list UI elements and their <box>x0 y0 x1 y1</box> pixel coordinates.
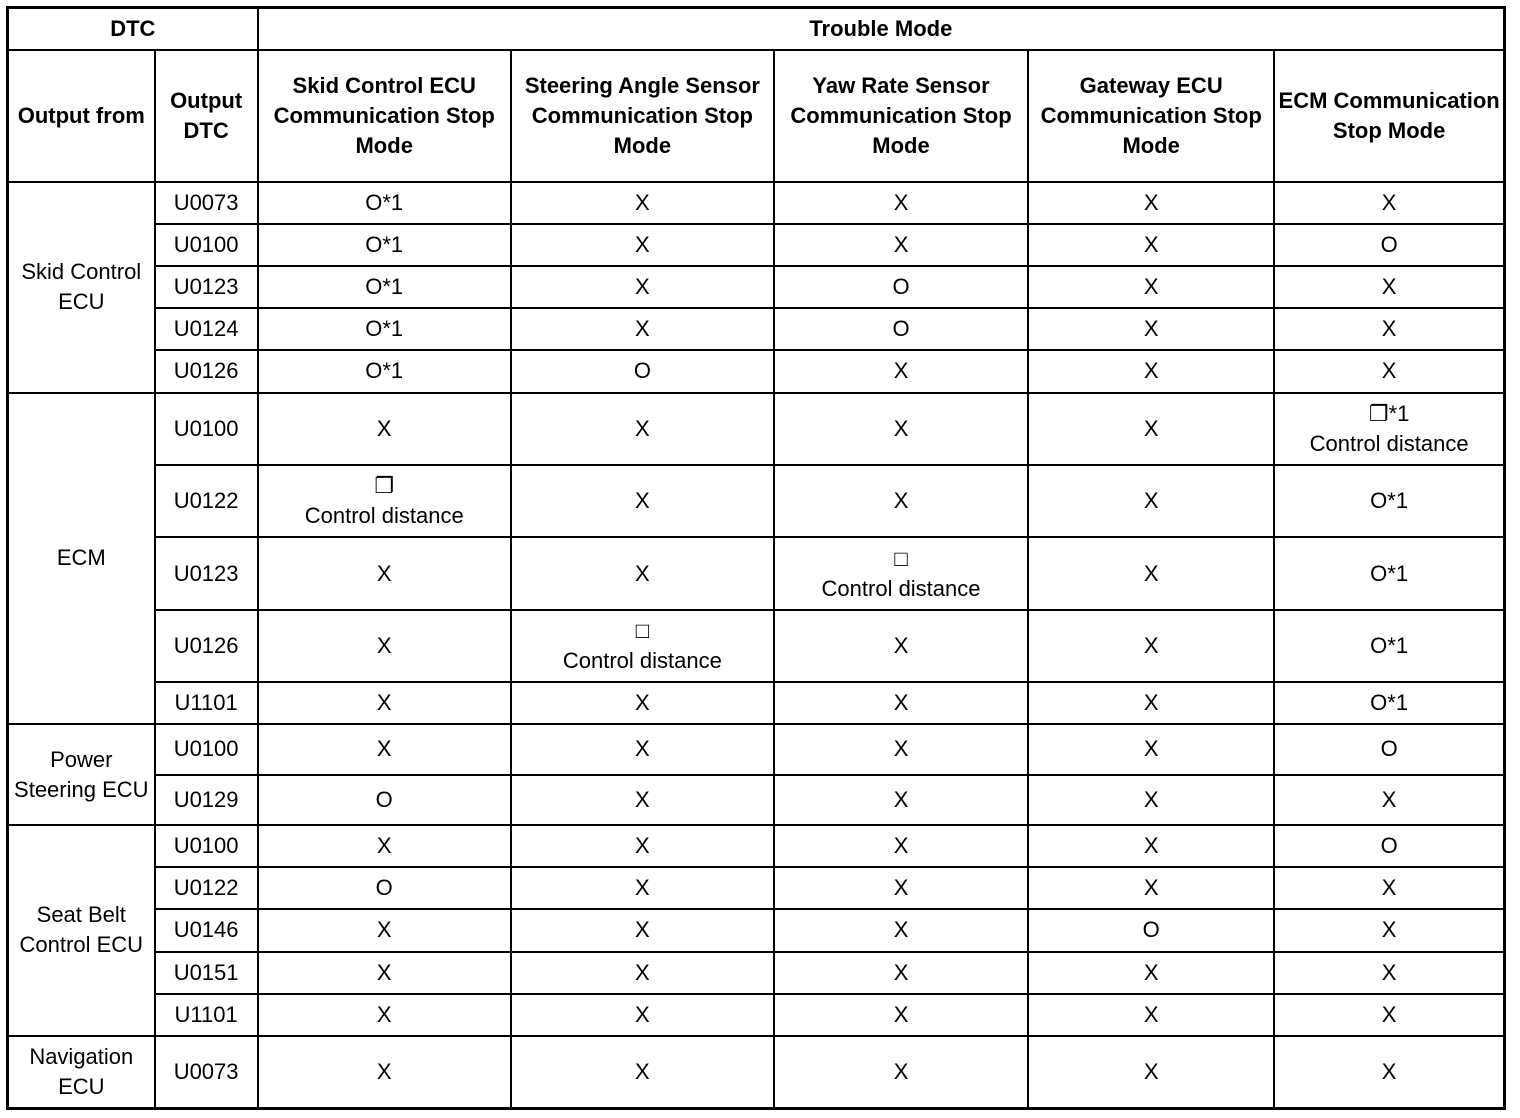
output-dtc-cell: U0129 <box>155 775 258 825</box>
header-output-dtc: Output DTC <box>155 50 258 182</box>
dtc-trouble-mode-table <box>6 6 1506 1110</box>
trouble-mode-cell <box>511 610 774 682</box>
cell-text: X <box>1381 1001 1397 1027</box>
cell-text: X <box>893 1058 909 1084</box>
trouble-mode-cell <box>1274 350 1504 392</box>
output-dtc-cell: U0124 <box>155 308 258 350</box>
table-row <box>8 909 1505 951</box>
cell-text: X <box>1143 786 1159 812</box>
trouble-mode-cell <box>258 350 511 392</box>
trouble-mode-cell <box>511 350 774 392</box>
trouble-mode-cell <box>1274 465 1504 537</box>
trouble-mode-cell <box>774 182 1028 224</box>
cell-text: X <box>1143 274 1159 300</box>
cell-text: X <box>1381 316 1397 342</box>
trouble-mode-cell <box>258 825 511 867</box>
cell-text: X <box>1143 1001 1159 1027</box>
cell-text: ❐ <box>374 473 395 499</box>
cell-text: X <box>1143 875 1159 901</box>
trouble-mode-cell <box>258 610 511 682</box>
trouble-mode-cell <box>774 224 1028 266</box>
cell-text: X <box>893 832 909 858</box>
table-header <box>8 8 1505 182</box>
cell-text: X <box>635 1001 650 1027</box>
trouble-mode-cell <box>511 1036 774 1109</box>
cell-text: X <box>1143 690 1159 716</box>
cell-text: X <box>893 959 909 985</box>
cell-text: X <box>893 690 909 716</box>
trouble-mode-cell <box>258 308 511 350</box>
trouble-mode-cell <box>1028 610 1274 682</box>
cell-text: O*1 <box>365 231 404 257</box>
output-dtc-cell: U0100 <box>155 224 258 266</box>
trouble-mode-cell <box>774 909 1028 951</box>
cell-text: X <box>1143 415 1159 441</box>
cell-text: X <box>376 917 392 943</box>
output-dtc-cell: U0122 <box>155 867 258 909</box>
cell-text: X <box>635 832 650 858</box>
table-row <box>8 537 1505 609</box>
cell-text: X <box>376 560 392 586</box>
cell-text: ❐*1 <box>1368 400 1410 426</box>
trouble-mode-cell <box>1274 909 1504 951</box>
cell-text: X <box>635 189 650 215</box>
trouble-mode-cell <box>774 1036 1028 1109</box>
cell-text: X <box>1143 832 1159 858</box>
cell-text: X <box>635 690 650 716</box>
header-mode-steering-angle-sensor: Steering Angle Sensor Communication Stop Mode <box>511 50 774 182</box>
trouble-mode-cell <box>258 909 511 951</box>
cell-text: X <box>1143 560 1159 586</box>
cell-text: X <box>893 917 909 943</box>
table-row <box>8 224 1505 266</box>
cell-text: X <box>1381 189 1397 215</box>
table-row <box>8 182 1505 224</box>
trouble-mode-cell <box>1028 266 1274 308</box>
cell-text: X <box>635 786 650 812</box>
table-row <box>8 682 1505 724</box>
trouble-mode-cell <box>1274 1036 1504 1109</box>
cell-text: X <box>376 1058 392 1084</box>
trouble-mode-cell <box>1274 867 1504 909</box>
output-dtc-cell: U0073 <box>155 182 258 224</box>
cell-text: X <box>1143 1058 1159 1084</box>
cell-text: X <box>376 1001 392 1027</box>
output-from-cell: Skid Control ECU <box>8 182 155 393</box>
trouble-mode-cell <box>1274 825 1504 867</box>
header-mode-skid-control-ecu: Skid Control ECU Communication Stop Mode <box>258 50 511 182</box>
cell-text: X <box>635 231 650 257</box>
header-output-from: Output from <box>8 50 155 182</box>
output-dtc-cell: U0123 <box>155 537 258 609</box>
cell-text: O*1 <box>1370 632 1409 658</box>
trouble-mode-cell <box>1274 682 1504 724</box>
output-dtc-cell: U0126 <box>155 610 258 682</box>
table-row <box>8 825 1505 867</box>
trouble-mode-cell <box>511 308 774 350</box>
trouble-mode-cell <box>511 952 774 994</box>
output-dtc-cell: U0123 <box>155 266 258 308</box>
cell-text: X <box>376 959 392 985</box>
trouble-mode-cell <box>511 775 774 825</box>
cell-text: O*1 <box>1370 560 1409 586</box>
trouble-mode-cell <box>1274 393 1504 465</box>
trouble-mode-cell <box>774 350 1028 392</box>
header-trouble-mode: Trouble Mode <box>258 8 1505 50</box>
cell-text: X <box>893 1001 909 1027</box>
trouble-mode-cell <box>1274 775 1504 825</box>
cell-text: X <box>1381 917 1397 943</box>
trouble-mode-cell <box>774 537 1028 609</box>
trouble-mode-cell <box>1274 610 1504 682</box>
trouble-mode-cell <box>1028 867 1274 909</box>
cell-text: X <box>376 690 392 716</box>
trouble-mode-cell <box>1028 825 1274 867</box>
cell-text: X <box>1143 189 1159 215</box>
cell-text: Control distance <box>304 503 464 529</box>
cell-text: X <box>893 488 909 514</box>
trouble-mode-cell <box>511 909 774 951</box>
cell-text: X <box>1143 488 1159 514</box>
trouble-mode-cell <box>1028 182 1274 224</box>
trouble-mode-cell <box>511 724 774 774</box>
cell-text: X <box>635 736 650 762</box>
cell-text: X <box>635 560 650 586</box>
cell-text: Control distance <box>821 575 981 601</box>
cell-text: X <box>635 274 650 300</box>
cell-text: O <box>1380 832 1398 858</box>
cell-text: X <box>893 786 909 812</box>
header-mode-yaw-rate-sensor: Yaw Rate Sensor Communication Stop Mode <box>774 50 1028 182</box>
trouble-mode-cell <box>1274 224 1504 266</box>
trouble-mode-cell <box>1028 909 1274 951</box>
cell-text: X <box>635 959 650 985</box>
trouble-mode-cell <box>511 825 774 867</box>
trouble-mode-cell <box>1028 775 1274 825</box>
cell-text: X <box>1381 786 1397 812</box>
trouble-mode-cell <box>511 393 774 465</box>
trouble-mode-cell <box>1028 393 1274 465</box>
output-dtc-cell: U1101 <box>155 682 258 724</box>
table-row <box>8 867 1505 909</box>
trouble-mode-cell <box>511 224 774 266</box>
cell-text: O <box>375 786 393 812</box>
output-dtc-cell: U0100 <box>155 825 258 867</box>
cell-text: X <box>1381 959 1397 985</box>
trouble-mode-cell <box>1274 537 1504 609</box>
trouble-mode-cell <box>511 266 774 308</box>
cell-text: O*1 <box>365 316 404 342</box>
trouble-mode-cell <box>1028 537 1274 609</box>
trouble-mode-cell <box>511 465 774 537</box>
trouble-mode-cell <box>1028 994 1274 1036</box>
trouble-mode-cell <box>258 994 511 1036</box>
output-dtc-cell: U0126 <box>155 350 258 392</box>
output-from-cell: Navigation ECU <box>8 1036 155 1109</box>
table-row <box>8 393 1505 465</box>
cell-text: X <box>893 358 909 384</box>
cell-text: □ <box>635 617 650 643</box>
cell-text: O <box>892 316 910 342</box>
cell-text: X <box>1381 1058 1397 1084</box>
table-row <box>8 1036 1505 1109</box>
cell-text: O*1 <box>1370 690 1409 716</box>
cell-text: O <box>375 875 393 901</box>
trouble-mode-cell <box>1274 994 1504 1036</box>
output-dtc-cell: U0100 <box>155 393 258 465</box>
cell-text: O <box>633 358 651 384</box>
cell-text: O <box>1380 736 1398 762</box>
trouble-mode-cell <box>774 994 1028 1036</box>
cell-text: X <box>635 488 650 514</box>
trouble-mode-cell <box>511 182 774 224</box>
header-dtc: DTC <box>8 8 258 50</box>
cell-text: X <box>893 875 909 901</box>
table-row <box>8 994 1505 1036</box>
cell-text: X <box>376 832 392 858</box>
trouble-mode-cell <box>1274 952 1504 994</box>
cell-text: X <box>635 875 650 901</box>
table-row <box>8 952 1505 994</box>
trouble-mode-cell <box>1028 682 1274 724</box>
output-from-cell: Seat Belt Control ECU <box>8 825 155 1036</box>
output-dtc-cell: U0122 <box>155 465 258 537</box>
cell-text: X <box>635 316 650 342</box>
cell-text: X <box>893 632 909 658</box>
header-mode-gateway-ecu: Gateway ECU Communication Stop Mode <box>1028 50 1274 182</box>
trouble-mode-cell <box>511 682 774 724</box>
table-row <box>8 266 1505 308</box>
trouble-mode-cell <box>1274 724 1504 774</box>
cell-text: Control distance <box>562 647 722 673</box>
trouble-mode-cell <box>774 724 1028 774</box>
trouble-mode-cell <box>1028 1036 1274 1109</box>
trouble-mode-cell <box>258 1036 511 1109</box>
trouble-mode-cell <box>774 825 1028 867</box>
trouble-mode-cell <box>1028 952 1274 994</box>
cell-text: X <box>893 189 909 215</box>
trouble-mode-cell <box>1028 224 1274 266</box>
trouble-mode-cell <box>1028 308 1274 350</box>
trouble-mode-cell <box>774 775 1028 825</box>
cell-text: X <box>893 231 909 257</box>
cell-text: X <box>1143 358 1159 384</box>
trouble-mode-cell <box>774 867 1028 909</box>
cell-text: X <box>635 415 650 441</box>
cell-text: O*1 <box>365 358 404 384</box>
output-dtc-cell: U0073 <box>155 1036 258 1109</box>
cell-text: O*1 <box>365 189 404 215</box>
trouble-mode-cell <box>258 537 511 609</box>
trouble-mode-cell <box>774 610 1028 682</box>
cell-text: X <box>893 415 909 441</box>
cell-text: X <box>1381 274 1397 300</box>
cell-text: X <box>1381 358 1397 384</box>
trouble-mode-cell <box>258 182 511 224</box>
cell-text: O <box>892 274 910 300</box>
output-dtc-cell: U1101 <box>155 994 258 1036</box>
trouble-mode-cell <box>511 867 774 909</box>
cell-text: □ <box>894 545 908 571</box>
trouble-mode-cell <box>1274 266 1504 308</box>
trouble-mode-cell <box>774 682 1028 724</box>
output-dtc-cell: U0146 <box>155 909 258 951</box>
cell-text: O*1 <box>1370 488 1409 514</box>
trouble-mode-cell <box>774 952 1028 994</box>
output-from-cell: ECM <box>8 393 155 725</box>
header-mode-ecm: ECM Communication Stop Mode <box>1274 50 1504 182</box>
trouble-mode-cell <box>1274 182 1504 224</box>
table-row <box>8 724 1505 774</box>
trouble-mode-cell <box>258 724 511 774</box>
cell-text: X <box>1143 736 1159 762</box>
trouble-mode-cell <box>258 867 511 909</box>
trouble-mode-cell <box>258 952 511 994</box>
cell-text: X <box>1143 959 1159 985</box>
output-dtc-cell: U0151 <box>155 952 258 994</box>
cell-text: X <box>376 415 392 441</box>
trouble-mode-cell <box>258 393 511 465</box>
table-row <box>8 350 1505 392</box>
trouble-mode-cell <box>774 393 1028 465</box>
trouble-mode-cell <box>774 266 1028 308</box>
table-body <box>8 182 1505 1109</box>
trouble-mode-cell <box>1028 724 1274 774</box>
trouble-mode-cell <box>774 465 1028 537</box>
cell-text: X <box>1143 632 1159 658</box>
trouble-mode-cell <box>258 266 511 308</box>
cell-text: X <box>1143 316 1159 342</box>
trouble-mode-cell <box>774 308 1028 350</box>
trouble-mode-cell <box>258 224 511 266</box>
trouble-mode-cell <box>258 682 511 724</box>
cell-text: O <box>1380 231 1398 257</box>
table-row <box>8 610 1505 682</box>
cell-text: X <box>1143 231 1159 257</box>
output-from-cell: Power Steering ECU <box>8 724 155 825</box>
cell-text: Control distance <box>1309 430 1469 456</box>
cell-text: X <box>635 917 650 943</box>
table-row <box>8 308 1505 350</box>
trouble-mode-cell <box>1274 308 1504 350</box>
trouble-mode-cell <box>1028 465 1274 537</box>
table-row <box>8 465 1505 537</box>
cell-text: O*1 <box>365 274 404 300</box>
trouble-mode-cell <box>511 994 774 1036</box>
cell-text: X <box>376 632 392 658</box>
table-row <box>8 775 1505 825</box>
cell-text: X <box>635 1058 650 1084</box>
output-dtc-cell: U0100 <box>155 724 258 774</box>
cell-text: O <box>1142 917 1160 943</box>
cell-text: X <box>893 736 909 762</box>
cell-text: X <box>1381 875 1397 901</box>
trouble-mode-cell <box>511 537 774 609</box>
trouble-mode-cell <box>258 465 511 537</box>
trouble-mode-cell <box>1028 350 1274 392</box>
cell-text: X <box>376 736 392 762</box>
trouble-mode-cell <box>258 775 511 825</box>
